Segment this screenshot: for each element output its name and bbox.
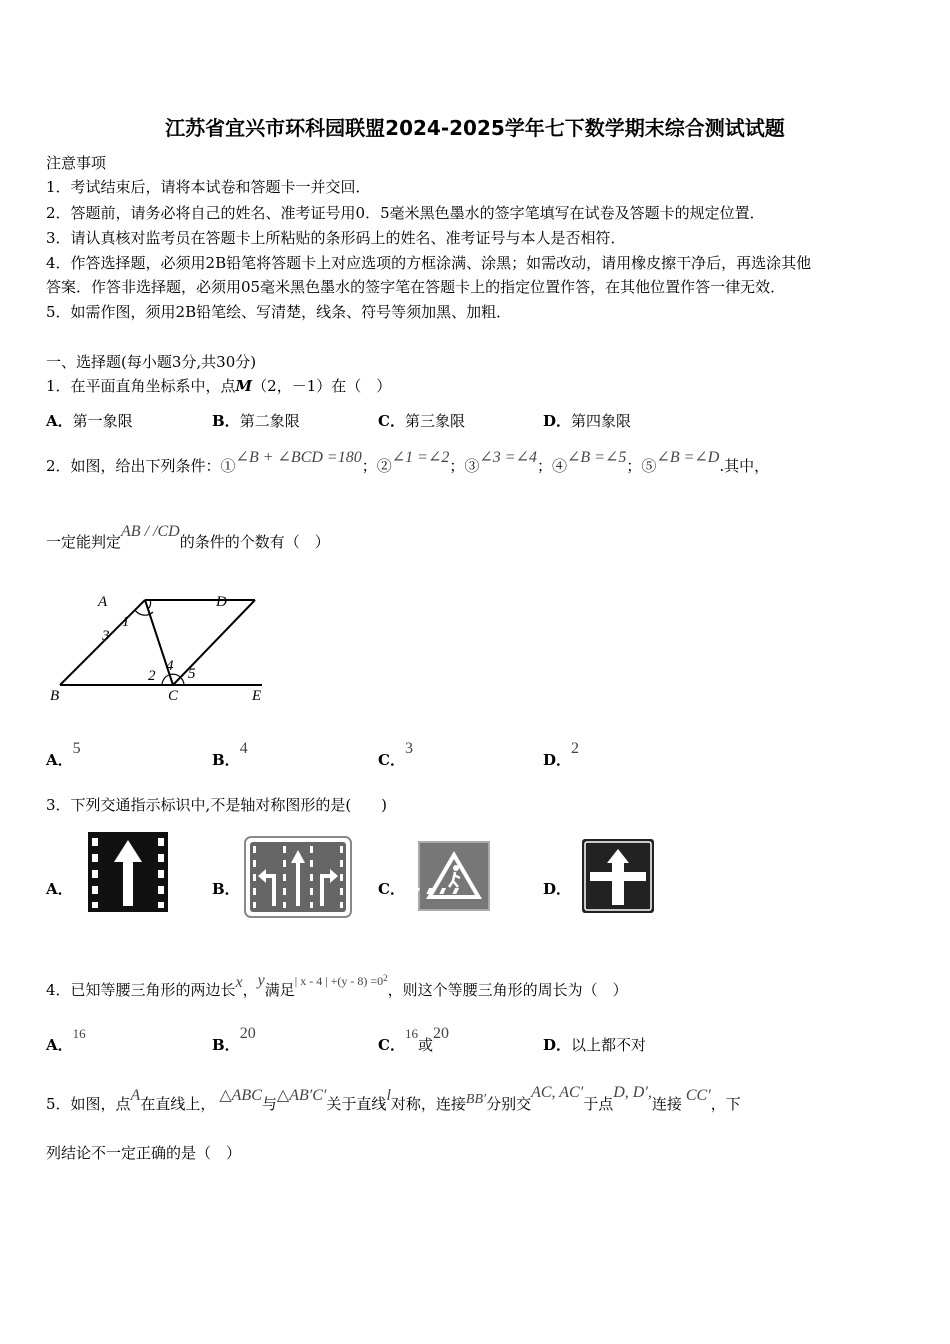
label-E: E	[252, 688, 262, 704]
label-C: C	[168, 688, 179, 704]
q1-option-b[interactable]: B．第二象限	[212, 412, 300, 430]
lane-direction-sign-icon[interactable]	[244, 836, 352, 918]
q1-option-a[interactable]: A．第一象限	[46, 412, 133, 430]
angle-3-arc	[135, 610, 153, 615]
label-1: 1	[122, 614, 130, 630]
q4-option-b[interactable]: B．20	[212, 1025, 256, 1054]
label-A: A	[98, 594, 108, 610]
q2-option-d[interactable]: D．2	[543, 740, 580, 769]
label-2: 2	[148, 668, 156, 684]
road-junction-sign-icon[interactable]	[582, 839, 654, 913]
label-4: 4	[166, 658, 174, 674]
q4-option-d[interactable]: D．以上都不对	[543, 1036, 647, 1054]
q3-option-c-label[interactable]: C．	[378, 880, 405, 898]
q1-option-c[interactable]: C．第三象限	[378, 412, 465, 430]
question-4: 4．已知等腰三角形的两边长x，y满足$^{| x - 4 | +(y - 8) =02}$，则这个等腰三角形的周长为（ ）	[46, 972, 628, 999]
notice-item: 1．考试结束后，请将本试卷和答题卡一并交回．	[46, 178, 371, 196]
notice-item: 3．请认真核对监考员在答题卡上所粘贴的条形码上的姓名、准考证号与本人是否相符．	[46, 229, 626, 247]
q2-option-b[interactable]: B．4	[212, 740, 248, 769]
q1-option-d[interactable]: D．第四象限	[543, 412, 632, 430]
notice-item: 2．答题前，请务必将自己的姓名、准考证号用0．5毫米黑色墨水的签字笔填写在试卷及答题卡的规定位置．	[46, 204, 765, 222]
pedestrian-crossing-sign-icon[interactable]	[418, 841, 490, 911]
q2-option-a[interactable]: A．5	[46, 740, 81, 769]
question-3: 3．下列交通指示标识中,不是轴对称图形的是( )	[46, 796, 388, 814]
label-5: 5	[188, 666, 196, 682]
angle-2-arc	[162, 675, 169, 685]
q4-option-c[interactable]: C．16或20	[378, 1025, 449, 1054]
segment-DC	[173, 600, 255, 685]
q2-geometry-figure	[40, 588, 280, 708]
question-2-line2: 一定能判定AB / /CD的条件的个数有（ ）	[46, 523, 330, 551]
question-1: 1．在平面直角坐标系中，点M（2，－1）在（ ）	[46, 377, 392, 395]
exam-title: 江苏省宜兴市环科园联盟2024-2025学年七下数学期末综合测试试题	[165, 116, 785, 140]
notice-item: 4．作答选择题，必须用2B铅笔将答题卡上对应选项的方框涂满、涂黑；如需改动，请用橡皮擦干净后，再选涂其他	[46, 254, 812, 272]
q3-option-d-label[interactable]: D．	[543, 880, 572, 898]
q4-option-a[interactable]: A．16	[46, 1026, 86, 1054]
straight-arrow-sign-icon[interactable]	[88, 832, 168, 912]
question-5-line2: 列结论不一定正确的是（ ）	[46, 1144, 242, 1162]
q3-option-b-label[interactable]: B．	[212, 880, 240, 898]
question-2: 2．如图，给出下列条件：①∠B + ∠BCD =180；②∠1 =∠2；③∠3 =∠4；④∠B =∠5；⑤∠B =∠D.其中，	[46, 449, 770, 475]
notice-item: 答案．作答非选择题，必须用05毫米黑色墨水的签字笔在答题卡上的指定位置作答，在其他位置作答一律无效．	[46, 278, 786, 296]
label-D: D	[216, 594, 227, 610]
question-5: 5．如图，点A在直线上， △ABC与△AB′C′关于直线l对称，连接BB′分别交AC, AC′于点D, D′,连接 CC′，下	[46, 1084, 741, 1113]
angle-5-arc	[180, 677, 184, 685]
section-heading: 一、选择题(每小题3分,共30分)	[46, 353, 257, 371]
q3-option-a-label[interactable]: A．	[46, 880, 73, 898]
notice-item: 5．如需作图，须用2B铅笔绘、写清楚，线条、符号等须加黑、加粗．	[46, 303, 512, 321]
notice-heading: 注意事项	[46, 154, 107, 172]
q2-option-c[interactable]: C．3	[378, 740, 413, 769]
label-B: B	[50, 688, 60, 704]
label-3: 3	[102, 628, 110, 644]
